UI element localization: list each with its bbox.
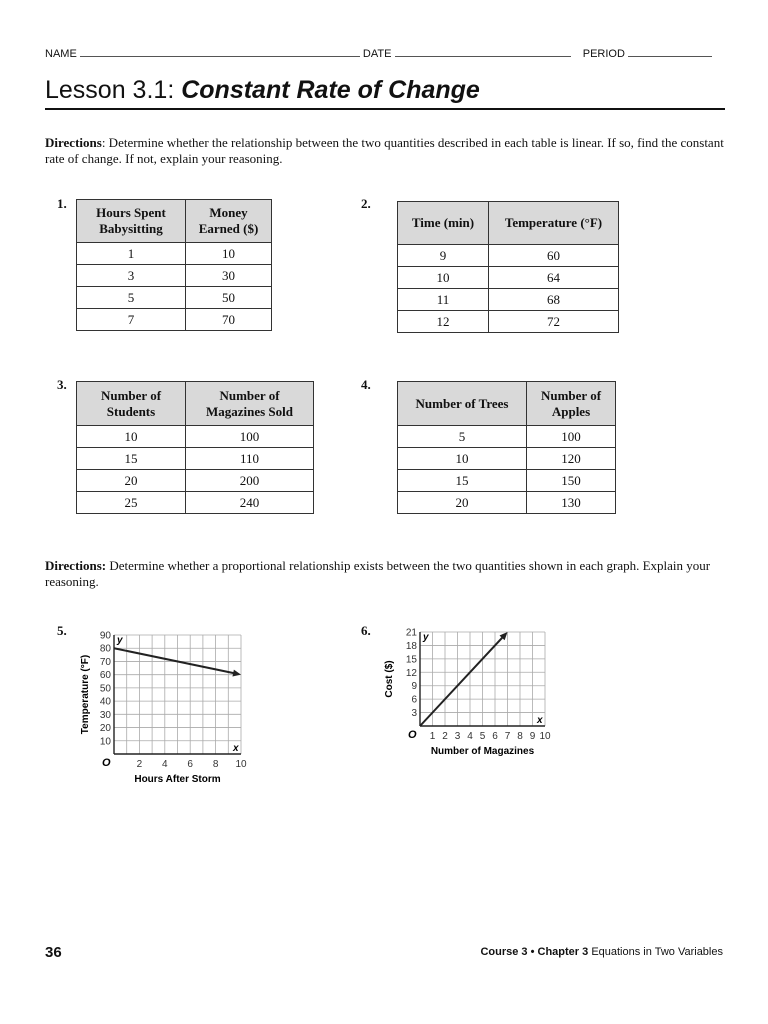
x-tick-label: 10 xyxy=(235,759,247,770)
y-tick-label: 12 xyxy=(405,667,417,679)
y-tick-label: 15 xyxy=(405,654,417,666)
graph-5-data-line xyxy=(114,648,236,673)
y-tick-label: 40 xyxy=(99,696,111,708)
table-row: 5 50 xyxy=(77,287,272,309)
y-tick-label: 20 xyxy=(99,723,111,735)
graph-5-arrow-head xyxy=(232,670,241,677)
y-tick-label: 3 xyxy=(411,708,417,720)
page-number: 36 xyxy=(45,944,62,961)
x-tick-label: 2 xyxy=(136,759,143,770)
x-tick-label: 6 xyxy=(187,759,193,770)
x-tick-label: 4 xyxy=(162,759,168,770)
graph-5-y-label: Temperature (°F) xyxy=(80,654,91,735)
graph-6-y-axis-letter: y xyxy=(423,632,429,643)
graph-6-origin-label: O xyxy=(408,729,417,741)
x-tick-label: 3 xyxy=(454,731,461,742)
table-row: 10 64 xyxy=(398,267,619,289)
period-label: PERIOD xyxy=(582,48,625,60)
table-row: 3 30 xyxy=(77,265,272,287)
y-tick-label: 60 xyxy=(99,670,111,682)
table-row: 9 60 xyxy=(398,245,619,267)
table-4: Number of Trees Number of Apples 5 100 10 120 15 150 20 130 xyxy=(397,381,616,514)
table-row: 10 120 xyxy=(398,448,616,470)
graph-5 xyxy=(76,626,266,796)
x-tick-label: 6 xyxy=(492,731,498,742)
directions-graphs: Directions: Determine whether a proportional relationship exists between the two quantities shown in each graph. Explain your reasoning. xyxy=(45,558,711,589)
y-tick-label: 70 xyxy=(99,656,111,668)
table-row: 15 110 xyxy=(77,448,314,470)
table-row: 11 68 xyxy=(398,289,619,311)
table-row: 5 100 xyxy=(398,426,616,448)
graph-5-origin-label: O xyxy=(102,757,111,769)
x-tick-label: 1 xyxy=(429,731,436,742)
course-footer: Course 3 • Chapter 3 Equations in Two Variables xyxy=(480,946,723,958)
name-label: NAME xyxy=(45,48,77,60)
y-tick-label: 30 xyxy=(99,709,111,721)
question-5-number: 5. xyxy=(57,623,67,638)
date-field[interactable] xyxy=(395,46,571,57)
x-tick-label: 4 xyxy=(467,731,473,742)
x-tick-label: 5 xyxy=(479,731,486,742)
page-title: Lesson 3.1: Constant Rate of Change xyxy=(45,76,480,104)
y-tick-label: 90 xyxy=(99,630,111,642)
graph-5-x-axis-letter: x xyxy=(233,743,239,754)
x-tick-label: 2 xyxy=(442,731,448,742)
question-3-number: 3. xyxy=(57,377,67,392)
table-row: 25 240 xyxy=(77,492,314,514)
header-fields xyxy=(45,46,712,60)
table-2: Time (min) Temperature (°F) 9 60 10 64 11 68 12 72 xyxy=(397,201,619,333)
x-tick-label: 9 xyxy=(529,731,536,742)
table-row: 20 200 xyxy=(77,470,314,492)
table-row: 1 10 xyxy=(77,243,272,265)
graph-5-x-label: Hours After Storm xyxy=(134,774,221,785)
graph-6 xyxy=(380,626,570,776)
date-label: DATE xyxy=(362,48,392,60)
y-tick-label: 6 xyxy=(411,694,417,706)
graph-5-ticks xyxy=(100,631,247,771)
y-tick-label: 21 xyxy=(405,627,417,639)
graph-6-grid xyxy=(420,632,545,726)
directions-tables: Directions: Determine whether the relationship between the two quantities described in each table is linear. If so, find the constant rate of change. If not, explain your reasoning. xyxy=(45,135,724,166)
question-4-number: 4. xyxy=(361,377,371,392)
x-tick-label: 8 xyxy=(517,731,523,742)
table-row: 12 72 xyxy=(398,311,619,333)
y-tick-label: 50 xyxy=(99,683,111,695)
y-tick-label: 9 xyxy=(411,681,417,693)
name-field[interactable] xyxy=(80,46,360,57)
graph-6-ticks xyxy=(406,628,551,743)
y-tick-label: 80 xyxy=(99,643,111,655)
graph-6-y-label: Cost ($) xyxy=(384,660,395,698)
table-row: 10 100 xyxy=(77,426,314,448)
y-tick-label: 18 xyxy=(405,640,417,652)
period-field[interactable] xyxy=(628,46,712,57)
page-title-main: Constant Rate of Change xyxy=(181,76,480,104)
question-6-number: 6. xyxy=(361,623,371,638)
graph-5-y-axis-letter: y xyxy=(117,635,123,646)
y-tick-label: 10 xyxy=(99,736,111,748)
table-row: 15 150 xyxy=(398,470,616,492)
x-tick-label: 7 xyxy=(504,731,511,742)
table-1: Hours Spent Babysitting Money Earned ($) 1 10 3 30 5 50 7 70 xyxy=(76,199,272,331)
graph-6-x-axis-letter: x xyxy=(537,715,543,726)
question-1-number: 1. xyxy=(57,196,67,211)
x-tick-label: 8 xyxy=(212,759,219,770)
table-row: 20 130 xyxy=(398,492,616,514)
question-2-number: 2. xyxy=(361,196,371,211)
title-rule xyxy=(45,108,725,110)
graph-6-x-label: Number of Magazines xyxy=(430,746,535,757)
table-row: 7 70 xyxy=(77,309,272,331)
x-tick-label: 10 xyxy=(539,731,551,742)
table-3: Number of Students Number of Magazines Sold 10 100 15 110 20 200 25 240 xyxy=(76,381,314,514)
